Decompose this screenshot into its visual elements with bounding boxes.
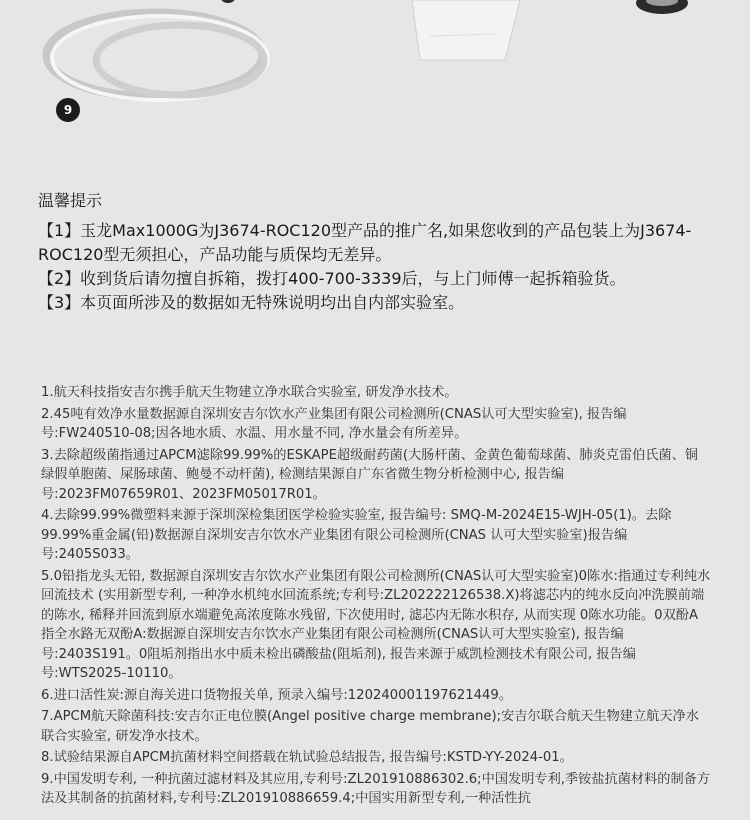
footnote-item: 3.去除超级菌指通过APCM滤除99.99%的ESKAPE超级耐药菌(大肠杆菌、金黄色葡萄球菌、肺炎克雷伯氏菌、铜绿假单胞菌、屎肠球菌、鲍曼不动杆菌), 检测结果源自广东省微生物分析检测中心, 报告编号:2023FM07659R01、2023FM05017R01。 <box>41 447 699 502</box>
tip-item: 【1】玉龙Max1000G为J3674-ROC120型产品的推广名,如果您收到的产品包装上为J3674-ROC120型无须担心，产品功能与质保均无差异。 <box>38 221 692 264</box>
panel-part <box>412 0 520 60</box>
footnote-item: 1.航天科技指安吉尔携手航天生物建立净水联合实验室, 研发净水技术。 <box>41 385 458 400</box>
tip-item: 【2】收到货后请勿擅自拆箱，拨打400-700-3339后，与上门师傅一起拆箱验货。 <box>38 269 626 288</box>
part-dot <box>219 0 237 3</box>
footnotes-section <box>41 383 711 811</box>
product-image-strip <box>0 0 750 140</box>
footnote-item: 7.APCM航天除菌科技:安吉尔正电位膜(Angel positive charge membrane);安吉尔联合航天生物建立航天净水联合实验室, 研发净水技术。 <box>41 709 699 744</box>
footnote-item: 9.中国发明专利, 一种抗菌过滤材料及其应用,专利号:ZL201910886302.6;中国发明专利,季铵盐抗菌材料的制备方法及其制备的抗菌材料,专利号:ZL201910886659.4;中国实用新型专利,一种活性抗 <box>41 771 711 806</box>
tip-item: 【3】本页面所涉及的数据如无特殊说明均出自内部实验室。 <box>38 293 465 312</box>
ring-small <box>96 25 264 95</box>
footnote-item: 6.进口活性炭:源自海关进口货物报关单, 预录入编号:120240001197621449。 <box>41 687 513 703</box>
footnote-item: 2.45吨有效净水量数据源自深圳安吉尔饮水产业集团有限公司检测所(CNAS认可大型实验室), 报告编号:FW240510-08;因各地水质、水温、用水量不同, 净水量会有所差异。 <box>41 406 627 441</box>
footnote-item: 4.去除99.99%微塑料来源于深圳深检集团医学检验实验室, 报告编号: SMQ-M-2024E15-WJH-05(1)。去除99.99%重金属(铅)数据源自深圳安吉尔饮水产业集团有限公司检测所(CNAS 认可大型实验室)报告编号:2405S033。 <box>41 508 672 562</box>
warm-tips-section <box>38 188 718 315</box>
warm-tips-title: 温馨提示 <box>38 191 103 210</box>
footnote-item: 5.0铅指龙头无铅, 数据源自深圳安吉尔饮水产业集团有限公司检测所(CNAS认可大型实验室)0陈水:指通过专利纯水回流技术 (实用新型专利, 一种净水机纯水回流系统;专利号:ZL202222126538.X)将滤芯内的纯水反向冲洗膜前端的陈水, 稀释并回流到原水端避免高浓度陈水残留, 下次使用时, 滤芯内无陈水积存, 从而实现 0陈水功能。0双酚A指全水路无双酚A:数据源自深圳安吉尔饮水产业集团有限公司检测所(CNAS认可大型实验室), 报告编号:2403S191。0阻垢剂指出水中质未检出磷酸盐(阻垢剂), 报告来源于威凯检测技术有限公司, 报告编号:WTS2025-10110。 <box>41 568 711 681</box>
product-parts-illustration <box>0 0 750 140</box>
item-number-badge: 9 <box>56 98 80 122</box>
footnote-item: 8.试验结果源自APCM抗菌材料空间搭载在轨试验总结报告, 报告编号:KSTD-YY-2024-01。 <box>41 750 573 765</box>
